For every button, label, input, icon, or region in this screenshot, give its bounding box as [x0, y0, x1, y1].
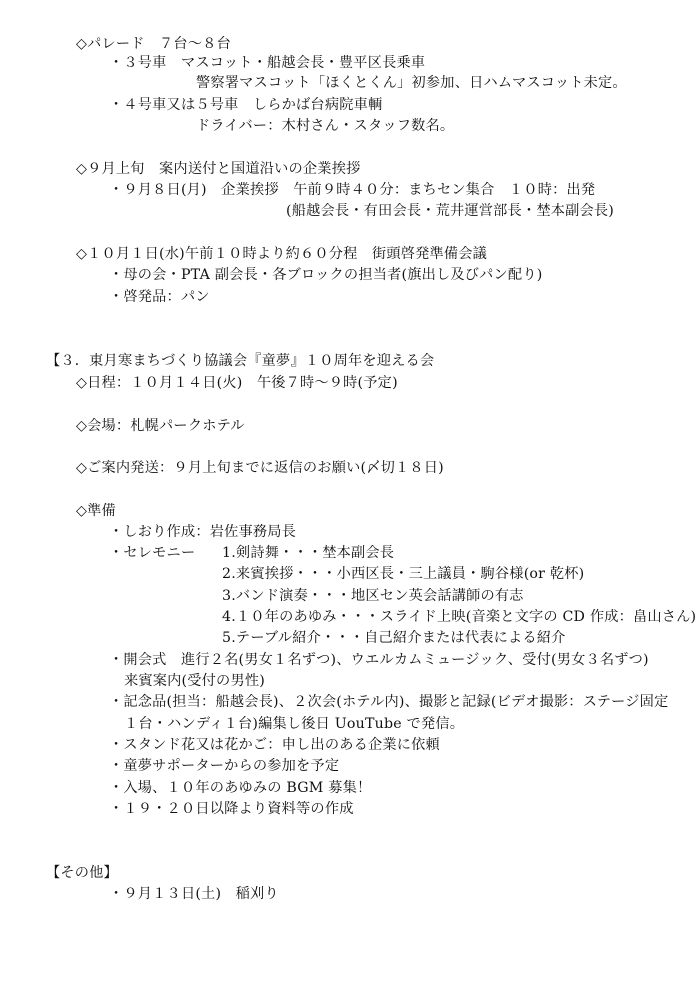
- october-meeting-people: ・母の会・PTA 副会長・各ブロックの担当者(旗出し及びパン配り): [109, 267, 543, 283]
- section3-venue: ◇会場：札幌パークホテル: [76, 418, 245, 434]
- prep-flowers: ・スタンド花又は花かご：申し出のある企業に依頼: [109, 737, 440, 753]
- ceremony-item: 3.バンド演奏・・・地区セン英会話講師の有志: [222, 588, 524, 604]
- september-members: (船越会長・有田会長・荒井運営部長・埜本副会長): [286, 203, 614, 219]
- other-title: 【その他】: [46, 865, 118, 881]
- parade-car4-note: ドライバー：木村さん・スタッフ数名。: [196, 118, 455, 134]
- prep-bgm: ・入場、１０年のあゆみの BGM 募集！: [109, 780, 372, 796]
- september-visit: ・９月８日(月) 企業挨拶 午前９時４０分：まちセン集合 １０時：出発: [109, 182, 596, 198]
- section3-invitation: ◇ご案内発送：９月上旬までに返信のお願い(〆切１８日): [76, 460, 444, 476]
- ceremony-item: 1.剣詩舞・・・埜本副会長: [222, 545, 395, 561]
- section3-date: ◇日程：１０月１４日(火) 午後７時～９時(予定): [76, 375, 398, 391]
- ceremony-item: 2.来賓挨拶・・・小西区長・三上議員・駒谷様(or 乾杯): [222, 566, 585, 582]
- prep-opening-cont: 来賓案内(受付の男性): [124, 673, 265, 689]
- prep-ceremony-label: ・セレモニー: [109, 545, 196, 561]
- prep-supporters: ・童夢サポーターからの参加を予定: [109, 758, 340, 774]
- parade-car3-note: 警察署マスコット「ほくとくん」初参加、日ハムマスコット未定。: [196, 75, 627, 91]
- ceremony-item: 4.１０年のあゆみ・・・スライド上映(音楽と文字の CD 作成：畠山さん): [222, 609, 697, 625]
- october-meeting-heading: ◇１０月１日(水)午前１０時より約６０分程 街頭啓発準備会議: [76, 246, 488, 262]
- section3-title: 【３．東月寒まちづくり協議会『童夢』１０周年を迎える会: [46, 353, 435, 369]
- section3-prep-heading: ◇準備: [76, 503, 116, 519]
- october-meeting-goods: ・啓発品：パン: [109, 289, 210, 305]
- prep-opening: ・開会式 進行２名(男女１名ずつ)、ウエルカムミュージック、受付(男女３名ずつ): [109, 652, 649, 668]
- other-item: ・９月１３日(土) 稲刈り: [109, 886, 279, 902]
- parade-car4: ・４号車又は５号車 しらかば台病院車輌: [109, 97, 383, 113]
- prep-souvenir: ・記念品(担当：船越会長)、２次会(ホテル内)、撮影と記録(ビデオ撮影：ステージ固定: [109, 694, 669, 710]
- prep-souvenir-cont: １台・ハンディ１台)編集し後日 UouTube で発信。: [124, 716, 465, 732]
- ceremony-item: 5.テーブル紹介・・・自己紹介または代表による紹介: [222, 630, 566, 646]
- september-heading: ◇９月上旬 案内送付と国道沿いの企業挨拶: [76, 161, 361, 177]
- prep-documents: ・１９・２０日以降より資料等の作成: [109, 801, 354, 817]
- parade-car3: ・３号車 マスコット・船越会長・豊平区長乗車: [109, 55, 426, 71]
- prep-bookmark: ・しおり作成：岩佐事務局長: [109, 524, 297, 540]
- parade-heading: ◇パレード ７台～８台: [76, 36, 231, 52]
